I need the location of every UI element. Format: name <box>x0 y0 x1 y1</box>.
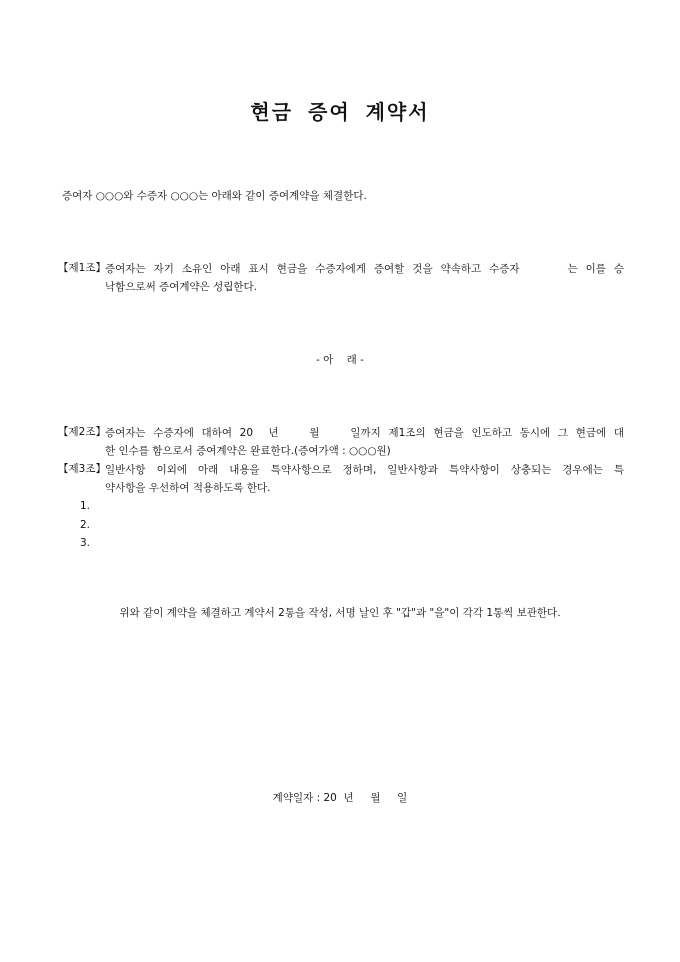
article-2-line-2: 한 인수를 함으로서 증여계약은 완료한다.(증여가액 : ○○○원) <box>105 445 391 457</box>
article-2-line-1: 증여자는 수증자에 대하여 20 년 월 일까지 제1조의 현금을 인도하고 동시에 그 현금에 대 <box>105 427 624 439</box>
contract-date: 계약일자 : 20 년 월 일 <box>272 792 408 804</box>
article-3-line-2: 약사항을 우선하여 적용하도록 한다. <box>105 482 271 494</box>
notice-heading: - 아 래 - <box>316 354 364 366</box>
article-3-line-1: 일반사항 이외에 아래 내용을 특약사항으로 정하며, 일반사항과 특약사항이 상충되는 경우에는 특 <box>105 464 624 476</box>
article-3-label: 【제3조】 <box>58 463 106 475</box>
special-items-list <box>80 497 90 553</box>
closing-paragraph: 위와 같이 계약을 체결하고 계약서 2통을 작성, 서명 날인 후 "갑"과 "을"이 각각 1통씩 보관한다. <box>119 607 561 619</box>
article-2-label: 【제2조】 <box>58 426 106 438</box>
article-1-body <box>105 260 624 296</box>
article-2-body <box>105 424 624 460</box>
article-1-line-2: 낙함으로써 증여계약은 성립한다. <box>105 281 258 293</box>
intro-paragraph: 증여자 ○○○와 수증자 ○○○는 아래와 같이 증여계약을 체결한다. <box>62 190 367 202</box>
article-1 <box>58 260 624 296</box>
page-title: 현금 증여 계약서 <box>250 100 430 124</box>
list-item: 2. <box>80 518 91 531</box>
article-1-label: 【제1조】 <box>58 262 106 274</box>
article-1-line-1: 증여자는 자기 소유인 아래 표시 현금을 수증자에게 증여할 것을 약속하고 수증자 는 이를 승 <box>105 263 624 275</box>
article-2 <box>58 424 624 460</box>
article-3-body <box>105 461 624 497</box>
list-item: 1. <box>80 500 91 512</box>
article-3 <box>58 461 624 497</box>
list-item: 3. <box>80 537 91 549</box>
